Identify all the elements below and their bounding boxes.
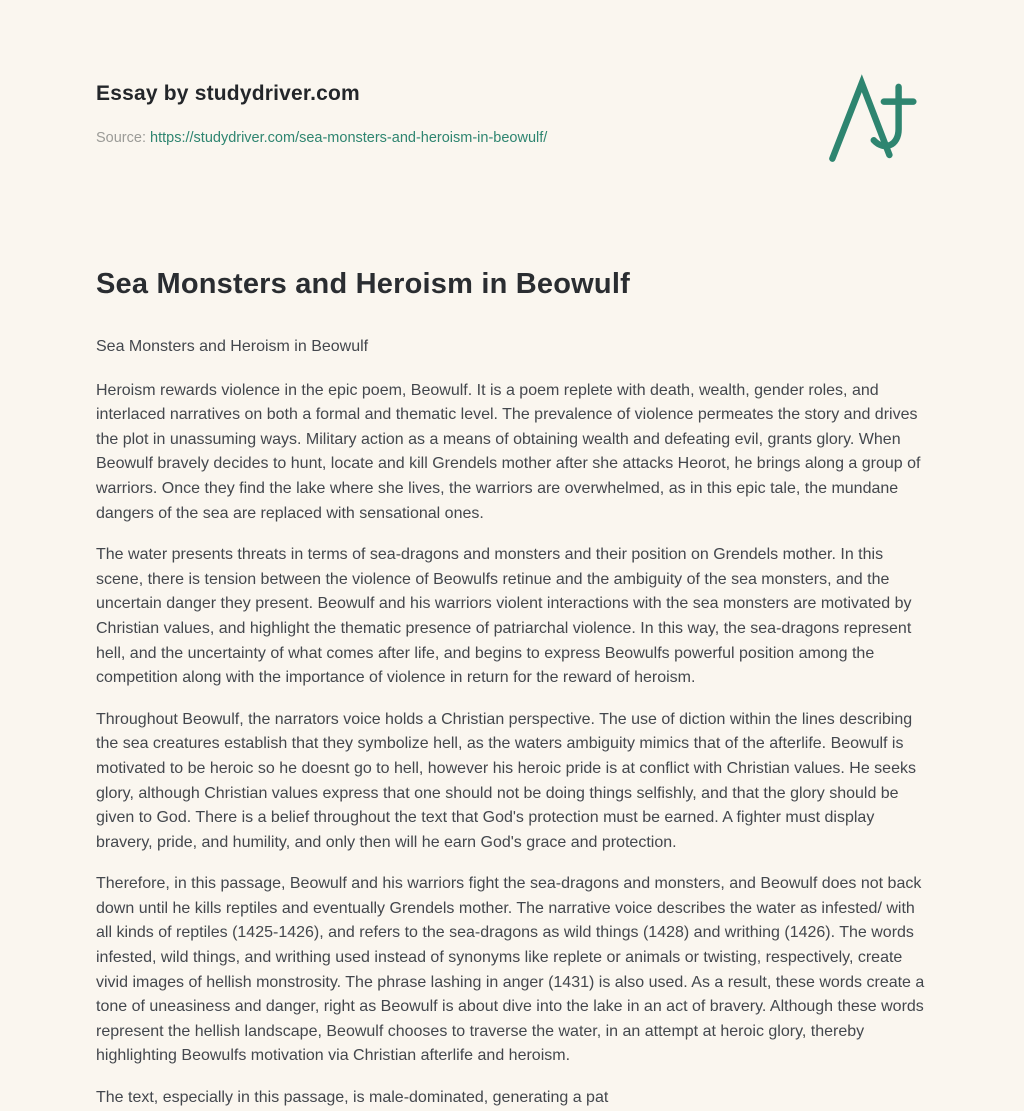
source-label: Source: [96,130,146,146]
essay-paragraph: The text, especially in this passage, is male-dominated, generating a pat [96,1089,609,1107]
essay-title: Sea Monsters and Heroism in Beowulf [96,268,630,300]
essay-paragraph: Heroism rewards violence in the epic poem, Beowulf. It is a poem replete with death, wealth, gender roles, and interlaced narratives on both a formal and thematic level. The prevalence of violence permeates the story and drives the plot in unassuming ways. Military action as a means of obtaining wealth and defeating evil, grants glory. When Beowulf bravely decides to hunt, locate and kill Grendels mother after she attacks Heorot, he brings along a group of warriors. Once they find the lake where she lives, the warriors are overwhelmed, as in this epic tale, the mundane dangers of the sea are replaced with sensational ones. [96,381,921,522]
page-header [96,82,931,166]
studydriver-logo-icon [825,74,917,166]
essay-body [96,335,931,1111]
essay-paragraph: Therefore, in this passage, Beowulf and his warriors fight the sea-dragons and monsters, and Beowulf does not back down until he kills reptiles and eventually Grendels mother. The narrative voice describes the water as infested/ with all kinds of reptiles (1425-1426), and refers to the sea-dragons as wild things (1428) and writhing (1426). The words infested, wild things, and writhing used instead of synonyms like replete or animals or twisting, respectively, create vivid images of hellish monstrosity. The phrase lashing in anger (1431) is also used. As a result, these words create a tone of uneasiness and danger, right as Beowulf is about dive into the lake in an act of bravery. Although these words represent the hellish landscape, Beowulf chooses to traverse the water, in an attempt at heroic glory, thereby highlighting Beowulfs motivation via Christian afterlife and heroism. [96,875,925,1065]
essay-paragraph: The water presents threats in terms of sea-dragons and monsters and their position on Grendels mother. In this scene, there is tension between the violence of Beowulfs retinue and the ambiguity of the sea monsters, and the uncertain danger they present. Beowulf and his warriors violent interactions with the sea monsters are motivated by Christian values, and highlight the thematic presence of patriarchal violence. In this way, the sea-dragons represent hell, and the uncertainty of what comes after life, and begins to express Beowulfs powerful position among the competition along with the importance of violence in return for the reward of heroism. [96,546,912,687]
source-link[interactable]: https://studydriver.com/sea-monsters-and-heroism-in-beowulf/ [150,130,548,146]
header-text-block [96,82,547,146]
source-line [96,130,547,146]
essay-paragraph: Throughout Beowulf, the narrators voice holds a Christian perspective. The use of diction within the lines describing the sea creatures establish that they symbolize hell, as the waters ambiguity mimics that of the afterlife. Beowulf is motivated to be heroic so he doesnt go to hell, however his heroic pride is at conflict with Christian values. He seeks glory, although Christian values express that one should not be doing things selfishly, and that the glory should be given to God. There is a belief throughout the text that God's protection must be earned. A fighter must display bravery, pride, and humility, and only then will he earn God's grace and protection. [96,710,916,851]
essay-paragraph: Sea Monsters and Heroism in Beowulf [96,338,369,355]
site-header-title: Essay by studydriver.com [96,82,360,105]
